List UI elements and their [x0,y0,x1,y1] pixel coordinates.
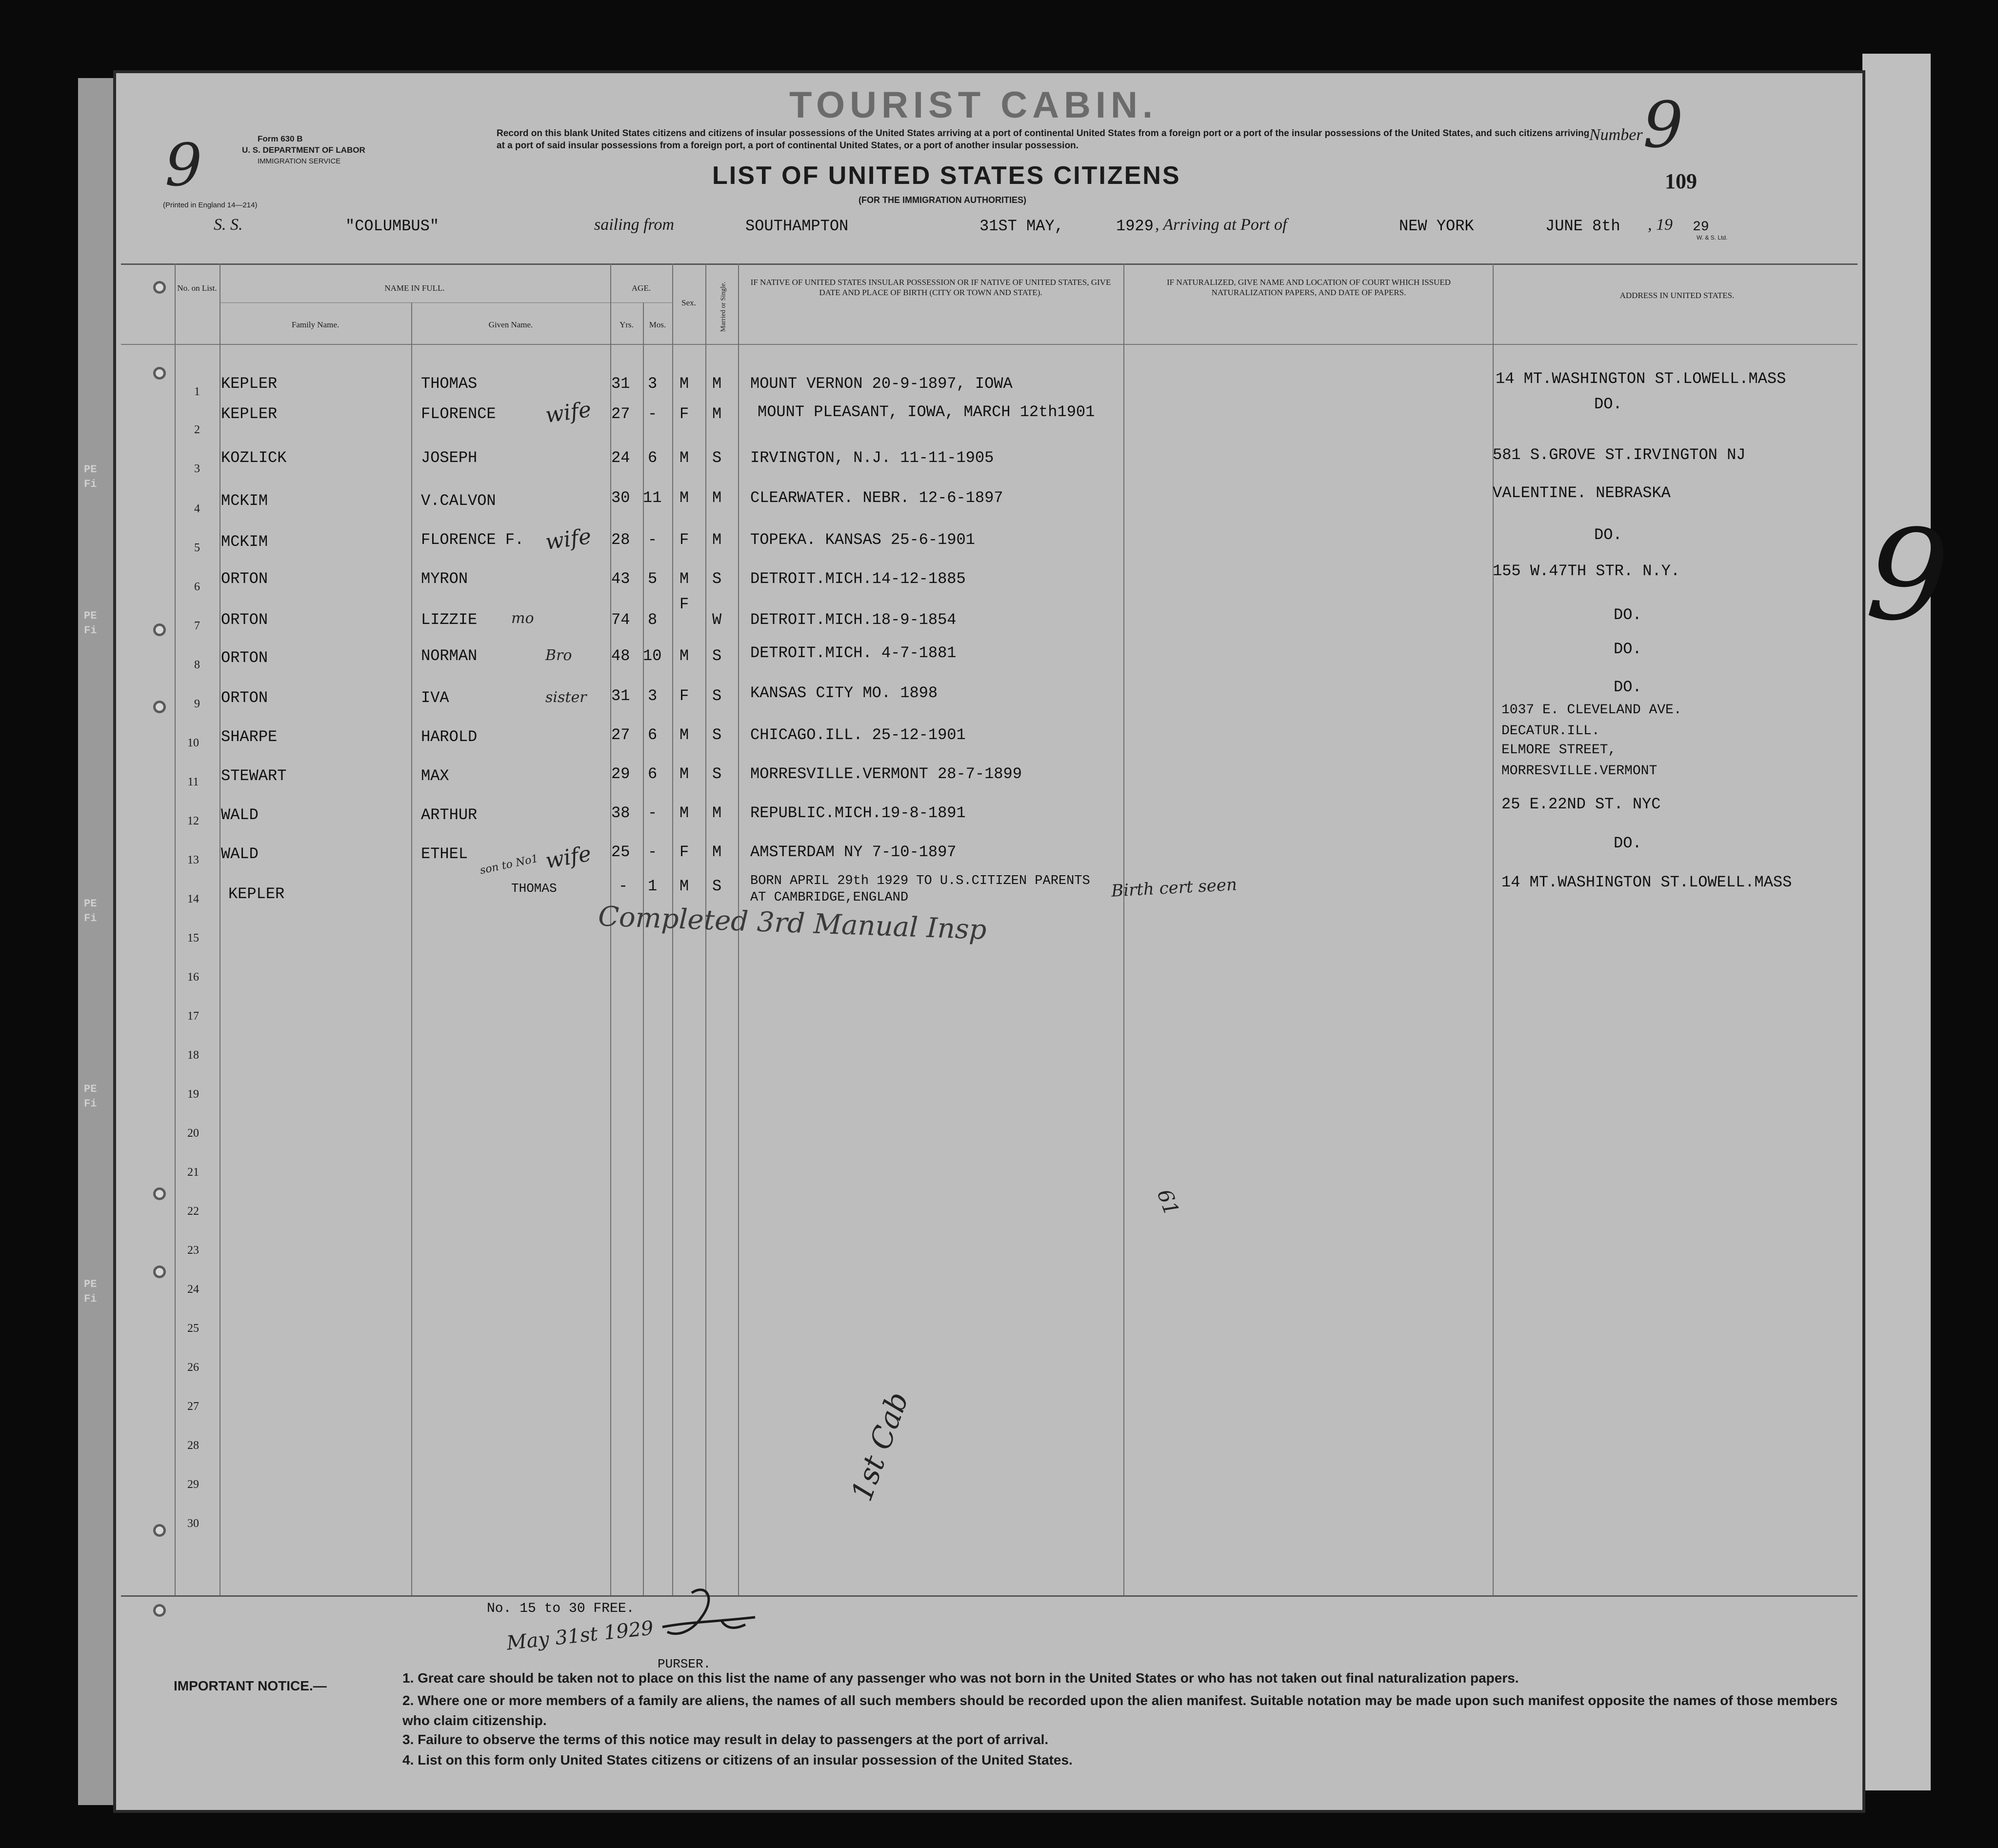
row-number: 17 [187,1010,199,1023]
given-name: ARTHUR [421,806,478,824]
annotation-wife: wife [543,841,593,874]
notice-4: 4. List on this form only United States citizens or citizens of an insular possession of the United States. [402,1752,1073,1768]
row-number: 15 [187,932,199,944]
row-number: 8 [194,659,200,671]
marital-status: S [712,687,722,705]
address: ELMORE STREET, MORRESVILLE.VERMONT [1501,743,1658,779]
row-number: 22 [187,1205,199,1218]
binder-hole [153,623,166,636]
form-title: LIST OF UNITED STATES CITIZENS [712,161,1181,190]
margin-tag: PE [84,898,97,910]
row-number: 7 [194,620,200,632]
number-value: 9 [1643,88,1683,162]
given-name: THOMAS [511,881,557,896]
free-note: No. 15 to 30 FREE. [487,1601,635,1616]
row-number: 18 [187,1049,199,1062]
birth-info: REPUBLIC.MICH.19-8-1891 [750,804,966,822]
age-years: 31 [611,687,630,705]
age-years: - [619,877,628,895]
birth-info: DETROIT.MICH.14-12-1885 [750,570,966,588]
marital-status: W [712,611,722,629]
margin-tag: Fi [84,1098,97,1110]
marital-status: S [712,726,722,744]
table-bottom-rule [121,1595,1858,1597]
col-header-birth: IF NATIVE OF UNITED STATES INSULAR POSSESSION OR IF NATIVE OF UNITED STATES, GIVE DATE AND PLACE OF BIRTH (CITY OR TOWN AND STATE). [750,278,1111,298]
arrival-year: 29 [1693,220,1709,235]
col-header-address: ADDRESS IN UNITED STATES. [1619,291,1735,300]
row-number: 13 [187,854,199,866]
arrival-port: NEW YORK [1399,217,1474,235]
address: 14 MT.WASHINGTON ST.LOWELL.MASS [1501,873,1792,891]
family-name: KOZLICK [221,449,287,467]
annotation-sister: sister [545,689,587,706]
age-months: 11 [643,489,662,507]
row-number: 23 [187,1244,199,1257]
age-years: 48 [611,647,630,665]
address: DO. [1614,834,1642,852]
margin-tag: Fi [84,624,97,637]
sex: F [679,531,689,549]
manifest-sheet [116,73,1953,1810]
header-bottom-rule [121,344,1858,345]
binder-hole [153,701,166,713]
age-months: 10 [643,647,662,665]
binder-hole [153,281,166,294]
notice-2: 2. Where one or more members of a family are aliens, the names of all such members should be recorded upon the alien manifest. Suitable notation may be made upon such manifest opposite the names of those members who claim citizenship. [402,1693,1838,1728]
annotation-mo: mo [511,610,534,627]
sheet-number-handwritten: 9 [165,132,202,200]
col-header-sex: Sex. [681,298,696,307]
age-months: 6 [648,765,658,783]
given-name: MYRON [421,570,468,588]
annotation-birth-cert: Birth cert seen [1111,875,1238,901]
address: DO. [1594,395,1622,413]
marital-status: M [712,804,722,822]
birth-info: IRVINGTON, N.J. 11-11-1905 [750,449,994,467]
margin-tag: Fi [84,478,97,490]
family-name: WALD [221,845,259,863]
given-name: NORMAN [421,647,478,665]
sailing-label: sailing from [594,216,675,234]
row-number: 4 [194,502,200,515]
col-header-marital: Married or Single. [719,281,727,332]
binder-hole [153,367,166,380]
birth-info: KANSAS CITY MO. 1898 [750,684,938,702]
col-rule [175,263,176,1595]
col-header-mos: Mos. [649,320,666,329]
notice-1: 1. Great care should be taken not to place on this list the name of any passenger who was not born in the United States or who has not taken out final naturalization papers. [402,1670,1519,1686]
row-number: 19 [187,1088,199,1101]
col-rule [1123,263,1124,1595]
col-header-age: AGE. [631,283,651,293]
ship-name: "COLUMBUS" [345,217,440,235]
family-name: ORTON [221,570,268,588]
age-months: 5 [648,570,658,588]
age-years: 74 [611,611,630,629]
subheader-rule [220,302,672,303]
marital-status: S [712,765,722,783]
row-number: 10 [187,737,199,749]
marital-status: S [712,877,722,895]
given-name: THOMAS [421,375,478,393]
row-number: 26 [187,1361,199,1374]
row-number: 3 [194,462,200,475]
given-name: JOSEPH [421,449,478,467]
family-name: KEPLER [221,375,278,393]
binder-hole [153,1187,166,1200]
margin-tag: Fi [84,1293,97,1305]
sex: M [679,877,689,895]
purser-label: PURSER. [658,1657,711,1671]
age-months: 8 [648,611,658,629]
sex: F [679,843,689,861]
age-months: - [648,531,658,549]
row-number: 16 [187,971,199,984]
arrival-date: JUNE 8th [1545,217,1620,235]
col-header-no: No. on List. [177,283,217,293]
marital-status: S [712,570,722,588]
row-number: 20 [187,1127,199,1140]
sex: M [679,647,689,665]
marital-status: M [712,843,722,861]
given-name: HAROLD [421,728,478,746]
address: 25 E.22ND ST. NYC [1501,795,1661,813]
row-number: 25 [187,1322,199,1335]
row-number: 21 [187,1166,199,1179]
binder-hole [153,1524,166,1537]
age-months: 1 [648,877,658,895]
annotation-margin-9: 9 [1862,500,1953,653]
signature-date: May 31st 1929 [505,1617,655,1655]
birth-info: AMSTERDAM NY 7-10-1897 [750,843,957,861]
form-number: Form 630 B [258,134,303,143]
age-months: - [648,843,658,861]
family-name: ORTON [221,649,268,667]
address: DO. [1614,606,1642,624]
given-name: V.CALVON [421,492,496,510]
family-name: STEWART [221,767,287,785]
marital-status: S [712,647,722,665]
sex: F [679,595,689,613]
margin-tag: Fi [84,912,97,924]
annotation-wife: wife [543,397,593,428]
row-number: 14 [187,893,199,905]
printer-mark: W. & S. Ltd. [1697,234,1728,241]
sailing-date: 31ST MAY, [979,217,1064,235]
age-years: 38 [611,804,630,822]
ss-label: S. S. [214,216,243,234]
age-months: - [648,804,658,822]
age-years: 29 [611,765,630,783]
age-years: 25 [611,843,630,861]
family-name: SHARPE [221,728,278,746]
row-number: 29 [187,1478,199,1491]
age-years: 24 [611,449,630,467]
marital-status: M [712,375,722,393]
birth-info: MOUNT PLEASANT, IOWA, MARCH 12th1901 [758,403,1095,421]
sailing-port: SOUTHAMPTON [745,217,849,235]
annotation-wife: wife [543,523,593,555]
given-name: FLORENCE F. [421,531,524,549]
printed-in-label: (Printed in England 14—214) [163,201,258,209]
table-top-rule [121,263,1858,265]
number-label: Number [1589,126,1643,144]
marital-status: S [712,449,722,467]
sex: M [679,489,689,507]
family-name: ORTON [221,611,268,629]
address: 1037 E. CLEVELAND AVE. DECATUR.ILL. [1501,703,1682,739]
family-name: KEPLER [221,405,278,423]
binder-hole [153,1265,166,1278]
age-years: 27 [611,405,630,423]
family-name: WALD [221,806,259,824]
address: DO. [1614,640,1642,658]
birth-info: TOPEKA. KANSAS 25-6-1901 [750,531,975,549]
family-name: ORTON [221,689,268,707]
col-header-yrs: Yrs. [619,320,634,329]
row-number: 28 [187,1439,199,1452]
sex: M [679,449,689,467]
given-name: MAX [421,767,449,785]
annotation-bro: Bro [545,647,572,664]
row-number: 9 [194,698,200,710]
row-number: 11 [187,776,199,788]
annotation-son-to: son to No1 [479,852,539,877]
form-instructions: Record on this blank United States citizens and citizens of insular possessions of the United States arriving at a port of continental United States from a foreign port or a port of the insular possessions of the United States, and such citizens arriving at a port of said insular possessions from a foreign port, a port of continental United States, or a port of another insular possession. [497,128,1590,151]
given-name: ETHEL [421,845,468,863]
next-page-edge [1862,54,1931,1790]
row-number: 12 [187,815,199,827]
sailing-year: 1929 [1116,217,1154,235]
sex: M [679,804,689,822]
row-number: 1 [194,385,200,398]
form-subtitle: (FOR THE IMMIGRATION AUTHORITIES) [859,195,1026,205]
birth-info: DETROIT.MICH. 4-7-1881 [750,644,957,662]
row-number: 24 [187,1283,199,1296]
birth-info: MOUNT VERNON 20-9-1897, IOWA [750,375,1013,393]
marital-status: M [712,489,722,507]
address: 155 W.47TH STR. N.Y. [1493,562,1680,580]
address: DO. [1594,526,1622,544]
sex: M [679,765,689,783]
age-years: 28 [611,531,630,549]
row-number: 27 [187,1400,199,1413]
binder-hole [153,1604,166,1617]
col-header-naturalized: IF NATURALIZED, GIVE NAME AND LOCATION OF COURT WHICH ISSUED NATURALIZATION PAPERS, AND DATE OF PAPERS. [1166,278,1451,298]
birth-info: DETROIT.MICH.18-9-1854 [750,611,957,629]
tourist-cabin-stamp: TOURIST CABIN. [789,84,1158,126]
col-rule [411,302,412,1595]
birth-info: BORN APRIL 29th 1929 TO U.S.CITIZEN PARENTS AT CAMBRIDGE,ENGLAND [750,874,1090,905]
annotation-completed: Completed 3rd Manual Insp [598,901,987,946]
underlying-page-edge [78,78,117,1805]
age-years: 30 [611,489,630,507]
margin-tag: PE [84,1083,97,1095]
birth-info: CLEARWATER. NEBR. 12-6-1897 [750,489,1003,507]
row-number: 30 [187,1517,199,1530]
purser-signature [633,1583,779,1649]
age-months: - [648,405,658,423]
sex: M [679,726,689,744]
row-number: 6 [194,581,200,593]
row-number: 5 [194,542,200,554]
service-label: IMMIGRATION SERVICE [258,157,341,165]
col-header-name: NAME IN FULL. [384,283,445,293]
sex: M [679,570,689,588]
col-header-family: Family Name. [291,320,340,329]
age-months: 6 [648,726,658,744]
age-years: 27 [611,726,630,744]
annotation-first-cab: 1st Cab [844,1387,916,1506]
margin-tag: PE [84,610,97,622]
important-notice-label: IMPORTANT NOTICE.— [174,1678,327,1693]
address: VALENTINE. NEBRASKA [1493,484,1671,502]
marital-status: M [712,405,722,423]
marital-status: M [712,531,722,549]
address: DO. [1614,678,1642,696]
sex: F [679,687,689,705]
sex: F [679,405,689,423]
department-label: U. S. DEPARTMENT OF LABOR [242,145,365,155]
given-name: FLORENCE [421,405,496,423]
age-months: 6 [648,449,658,467]
page-number: 109 [1665,169,1697,193]
notice-3: 3. Failure to observe the terms of this notice may result in delay to passengers at the port of arrival. [402,1732,1049,1747]
age-years: 43 [611,570,630,588]
arriving-label: , Arriving at Port of [1155,216,1287,234]
sex: M [679,375,689,393]
birth-info: CHICAGO.ILL. 25-12-1901 [750,726,966,744]
annotation-61: 61 [1152,1186,1184,1219]
age-years: 31 [611,375,630,393]
given-name: LIZZIE [421,611,478,629]
address: 581 S.GROVE ST.IRVINGTON NJ [1493,446,1746,464]
margin-tag: PE [84,1278,97,1290]
family-name: KEPLER [228,885,285,903]
age-months: 3 [648,687,658,705]
birth-info: MORRESVILLE.VERMONT 28-7-1899 [750,765,1022,783]
family-name: MCKIM [221,492,268,510]
age-months: 3 [648,375,658,393]
arrival-year-prefix: , 19 [1648,216,1673,234]
row-number: 2 [194,423,200,436]
given-name: IVA [421,689,449,707]
col-header-given: Given Name. [488,320,533,329]
family-name: MCKIM [221,533,268,551]
margin-tag: PE [84,463,97,476]
address: 14 MT.WASHINGTON ST.LOWELL.MASS [1496,370,1786,388]
